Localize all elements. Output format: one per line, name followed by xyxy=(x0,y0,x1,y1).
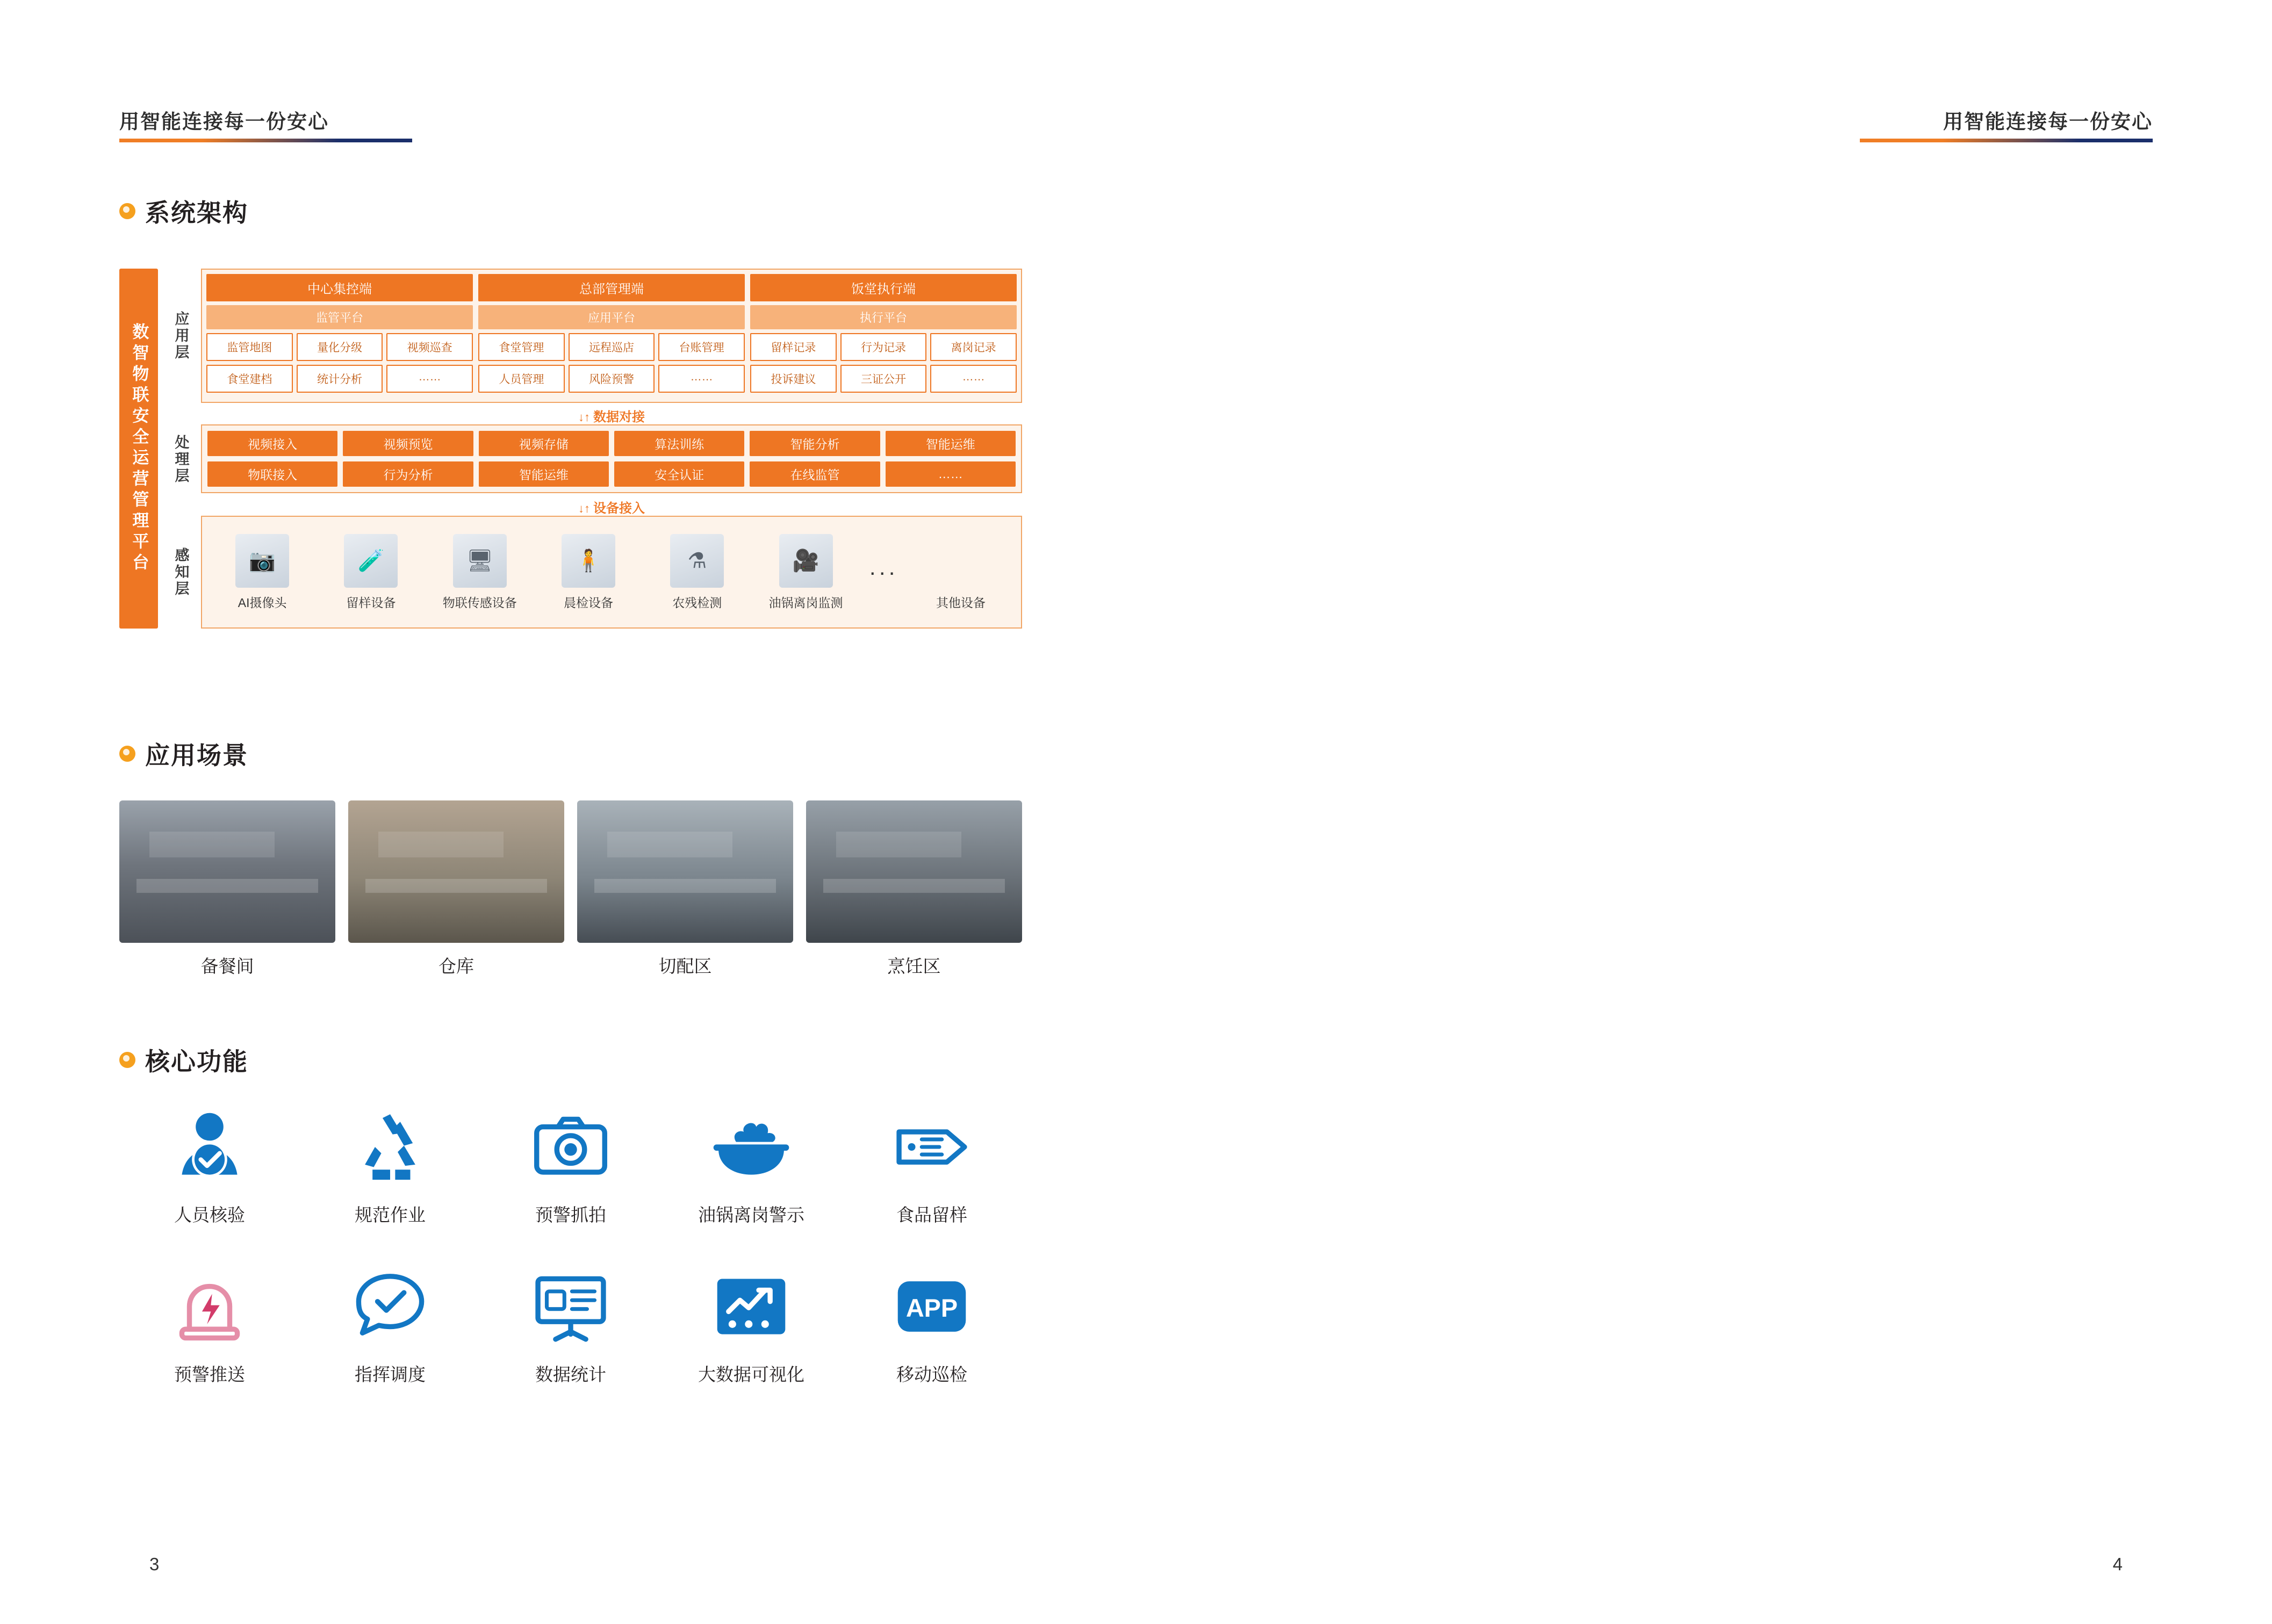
presentation-chart-icon xyxy=(530,1266,611,1347)
column-sub: 监管平台 xyxy=(206,305,473,329)
arrow-down-icon: ↓↑ xyxy=(578,410,590,424)
process-chip[interactable]: 算法训练 xyxy=(614,431,744,456)
scenario-caption: 烹饪区 xyxy=(887,956,941,976)
process-chip[interactable]: 物联接入 xyxy=(207,461,337,487)
scenario-photo xyxy=(806,800,1022,943)
process-chip[interactable]: 智能运维 xyxy=(479,461,609,487)
connector-device xyxy=(201,497,1022,516)
application-layer xyxy=(201,269,1022,403)
scenario-item xyxy=(806,800,1022,978)
page-number-left: 3 xyxy=(149,1554,160,1574)
core-function-row xyxy=(119,1266,1022,1386)
chip[interactable]: 视频巡查 xyxy=(386,333,473,361)
core-function-person-check[interactable] xyxy=(119,1107,300,1226)
scenario-caption: 备餐间 xyxy=(200,956,254,976)
device-morning-check xyxy=(536,534,641,611)
section-label: 核心功能 xyxy=(145,1048,248,1076)
tag-icon xyxy=(891,1107,972,1187)
core-function-mobile-inspection[interactable] xyxy=(842,1266,1022,1386)
chip[interactable]: …… xyxy=(386,365,473,393)
app-column-center xyxy=(206,274,473,398)
iot-sensor-icon: 🖥 xyxy=(453,534,507,588)
core-function-label: 大数据可视化 xyxy=(698,1365,804,1384)
device-label: AI摄像头 xyxy=(238,595,287,610)
process-chip[interactable]: …… xyxy=(886,461,1016,487)
trend-chart-icon xyxy=(711,1266,792,1347)
scenario-gallery xyxy=(119,800,1022,978)
process-chip[interactable]: 视频预览 xyxy=(343,431,473,456)
core-function-command-dispatch[interactable] xyxy=(300,1266,480,1386)
platform-spine xyxy=(119,269,158,629)
svg-text:APP: APP xyxy=(905,1294,958,1322)
header-right-text: 用智能连接每一份安心 xyxy=(1943,111,2153,133)
morning-check-icon: 🧍 xyxy=(562,534,615,588)
core-function-label: 食品留样 xyxy=(896,1205,967,1225)
hot-pot-icon xyxy=(711,1107,792,1187)
sampling-device-icon: 🧪 xyxy=(344,534,398,588)
core-function-label: 移动巡检 xyxy=(896,1365,967,1384)
process-chip[interactable]: 行为分析 xyxy=(343,461,473,487)
scenario-item xyxy=(119,800,335,978)
scenario-photo xyxy=(577,800,793,943)
device-label: 晨检设备 xyxy=(563,595,613,610)
chip[interactable]: 三证公开 xyxy=(840,365,927,393)
core-function-label: 规范作业 xyxy=(355,1205,426,1225)
page-number-right: 4 xyxy=(2112,1554,2123,1574)
app-icon xyxy=(891,1266,972,1347)
section-title-core-functions xyxy=(119,1042,248,1078)
chip-group xyxy=(478,333,745,393)
chip[interactable]: …… xyxy=(930,365,1017,393)
device-label: 其他设备 xyxy=(936,595,986,610)
bullet-dot-icon xyxy=(119,203,135,219)
alarm-light-icon xyxy=(169,1266,250,1347)
process-chip[interactable]: 视频存储 xyxy=(479,431,609,456)
device-oil-pot xyxy=(753,534,858,611)
scenario-caption: 切配区 xyxy=(658,956,712,976)
core-function-label: 预警抓拍 xyxy=(535,1205,606,1225)
header-rule-left xyxy=(119,139,412,142)
column-sub: 应用平台 xyxy=(478,305,745,329)
layer-label-app: 应用层 xyxy=(172,311,189,361)
device-sampling xyxy=(318,534,423,611)
core-function-label: 油锅离岗警示 xyxy=(698,1205,804,1225)
connector-label: 设备接入 xyxy=(593,501,645,516)
bullet-dot-icon xyxy=(119,746,135,762)
chip[interactable]: 量化分级 xyxy=(297,333,383,361)
header-left-text: 用智能连接每一份安心 xyxy=(119,111,329,133)
platform-name: 数智物联安全运营管理平台 xyxy=(130,323,149,574)
scenario-caption: 仓库 xyxy=(438,956,474,976)
sensing-layer xyxy=(201,516,1022,629)
architecture-diagram xyxy=(119,269,1022,629)
oil-pot-monitor-icon: 🎥 xyxy=(779,534,833,588)
processing-layer xyxy=(201,424,1022,493)
device-label: 物联传感设备 xyxy=(442,595,517,610)
chip[interactable]: 离岗记录 xyxy=(930,333,1017,361)
chip[interactable]: 监管地图 xyxy=(206,333,293,361)
section-title-scenarios xyxy=(119,736,248,771)
connector-data xyxy=(201,406,1022,425)
bullet-dot-icon xyxy=(119,1052,135,1068)
section-title-architecture xyxy=(119,193,248,229)
core-function-bigdata-visual[interactable] xyxy=(661,1266,842,1386)
core-function-label: 人员核验 xyxy=(174,1205,245,1225)
core-function-grid xyxy=(119,1107,1022,1426)
device-iot-sensor xyxy=(427,534,533,611)
camera-icon: 📷 xyxy=(235,534,289,588)
chip[interactable]: 台账管理 xyxy=(658,333,745,361)
core-function-data-statistics[interactable] xyxy=(480,1266,661,1386)
section-label: 系统架构 xyxy=(145,199,248,227)
chip[interactable]: 食堂建档 xyxy=(206,365,293,393)
person-check-icon xyxy=(169,1107,250,1187)
device-ai-camera xyxy=(210,534,315,611)
chip-group xyxy=(206,333,473,393)
page-right xyxy=(1136,0,2272,1624)
process-chip[interactable]: 视频接入 xyxy=(207,431,337,456)
chip[interactable]: 投诉建议 xyxy=(750,365,837,393)
core-function-label: 指挥调度 xyxy=(355,1365,426,1384)
core-function-standard-operation[interactable] xyxy=(300,1107,480,1226)
device-pesticide-test xyxy=(644,534,750,611)
layer-label-process: 处理层 xyxy=(172,434,189,485)
connector-label: 数据对接 xyxy=(593,410,645,424)
chip[interactable]: 人员管理 xyxy=(478,365,565,393)
core-function-oil-pot-alert[interactable] xyxy=(661,1107,842,1226)
pesticide-test-icon: ⚗ xyxy=(670,534,724,588)
scenario-photo xyxy=(348,800,564,943)
chip[interactable]: 食堂管理 xyxy=(478,333,565,361)
section-label: 应用场景 xyxy=(145,741,248,769)
core-function-alert-push[interactable] xyxy=(119,1266,300,1386)
process-row-2 xyxy=(207,461,1016,487)
arrow-down-icon: ↓↑ xyxy=(578,502,590,515)
core-function-alert-capture[interactable] xyxy=(480,1107,661,1226)
scenario-item xyxy=(577,800,793,978)
chat-check-icon xyxy=(350,1266,430,1347)
chip[interactable]: 统计分析 xyxy=(297,365,383,393)
app-column-canteen xyxy=(750,274,1017,398)
chip[interactable]: 风险预警 xyxy=(569,365,655,393)
chip[interactable]: 远程巡店 xyxy=(569,333,655,361)
scenario-photo xyxy=(119,800,335,943)
chip[interactable]: …… xyxy=(658,365,745,393)
column-sub: 执行平台 xyxy=(750,305,1017,329)
camera-capture-icon xyxy=(530,1107,611,1187)
column-head: 饭堂执行端 xyxy=(750,274,1017,301)
header-rule-right xyxy=(1860,139,2153,142)
chip-group xyxy=(750,333,1017,393)
process-chip[interactable]: 在线监管 xyxy=(750,461,880,487)
core-function-label: 预警推送 xyxy=(174,1365,245,1384)
scenario-item xyxy=(348,800,564,978)
device-label: 农残检测 xyxy=(672,595,722,610)
column-head: 中心集控端 xyxy=(206,274,473,301)
core-function-food-sampling[interactable] xyxy=(842,1107,1022,1226)
process-chip[interactable]: 智能分析 xyxy=(750,431,880,456)
device-label: 留样设备 xyxy=(346,595,396,610)
column-head: 总部管理端 xyxy=(478,274,745,301)
device-label: 油锅离岗监测 xyxy=(768,595,843,610)
app-column-headquarters xyxy=(478,274,745,398)
core-function-row xyxy=(119,1107,1022,1226)
device-other xyxy=(908,534,1013,611)
process-chip[interactable]: 安全认证 xyxy=(614,461,744,487)
devices-more-dots: ··· xyxy=(868,559,898,584)
recycle-icon xyxy=(350,1107,430,1187)
layer-label-sense: 感知层 xyxy=(172,547,189,597)
chip[interactable]: 行为记录 xyxy=(840,333,927,361)
chip[interactable]: 留样记录 xyxy=(750,333,837,361)
process-chip[interactable]: 智能运维 xyxy=(886,431,1016,456)
core-function-label: 数据统计 xyxy=(535,1365,606,1384)
process-row-1 xyxy=(207,431,1016,456)
